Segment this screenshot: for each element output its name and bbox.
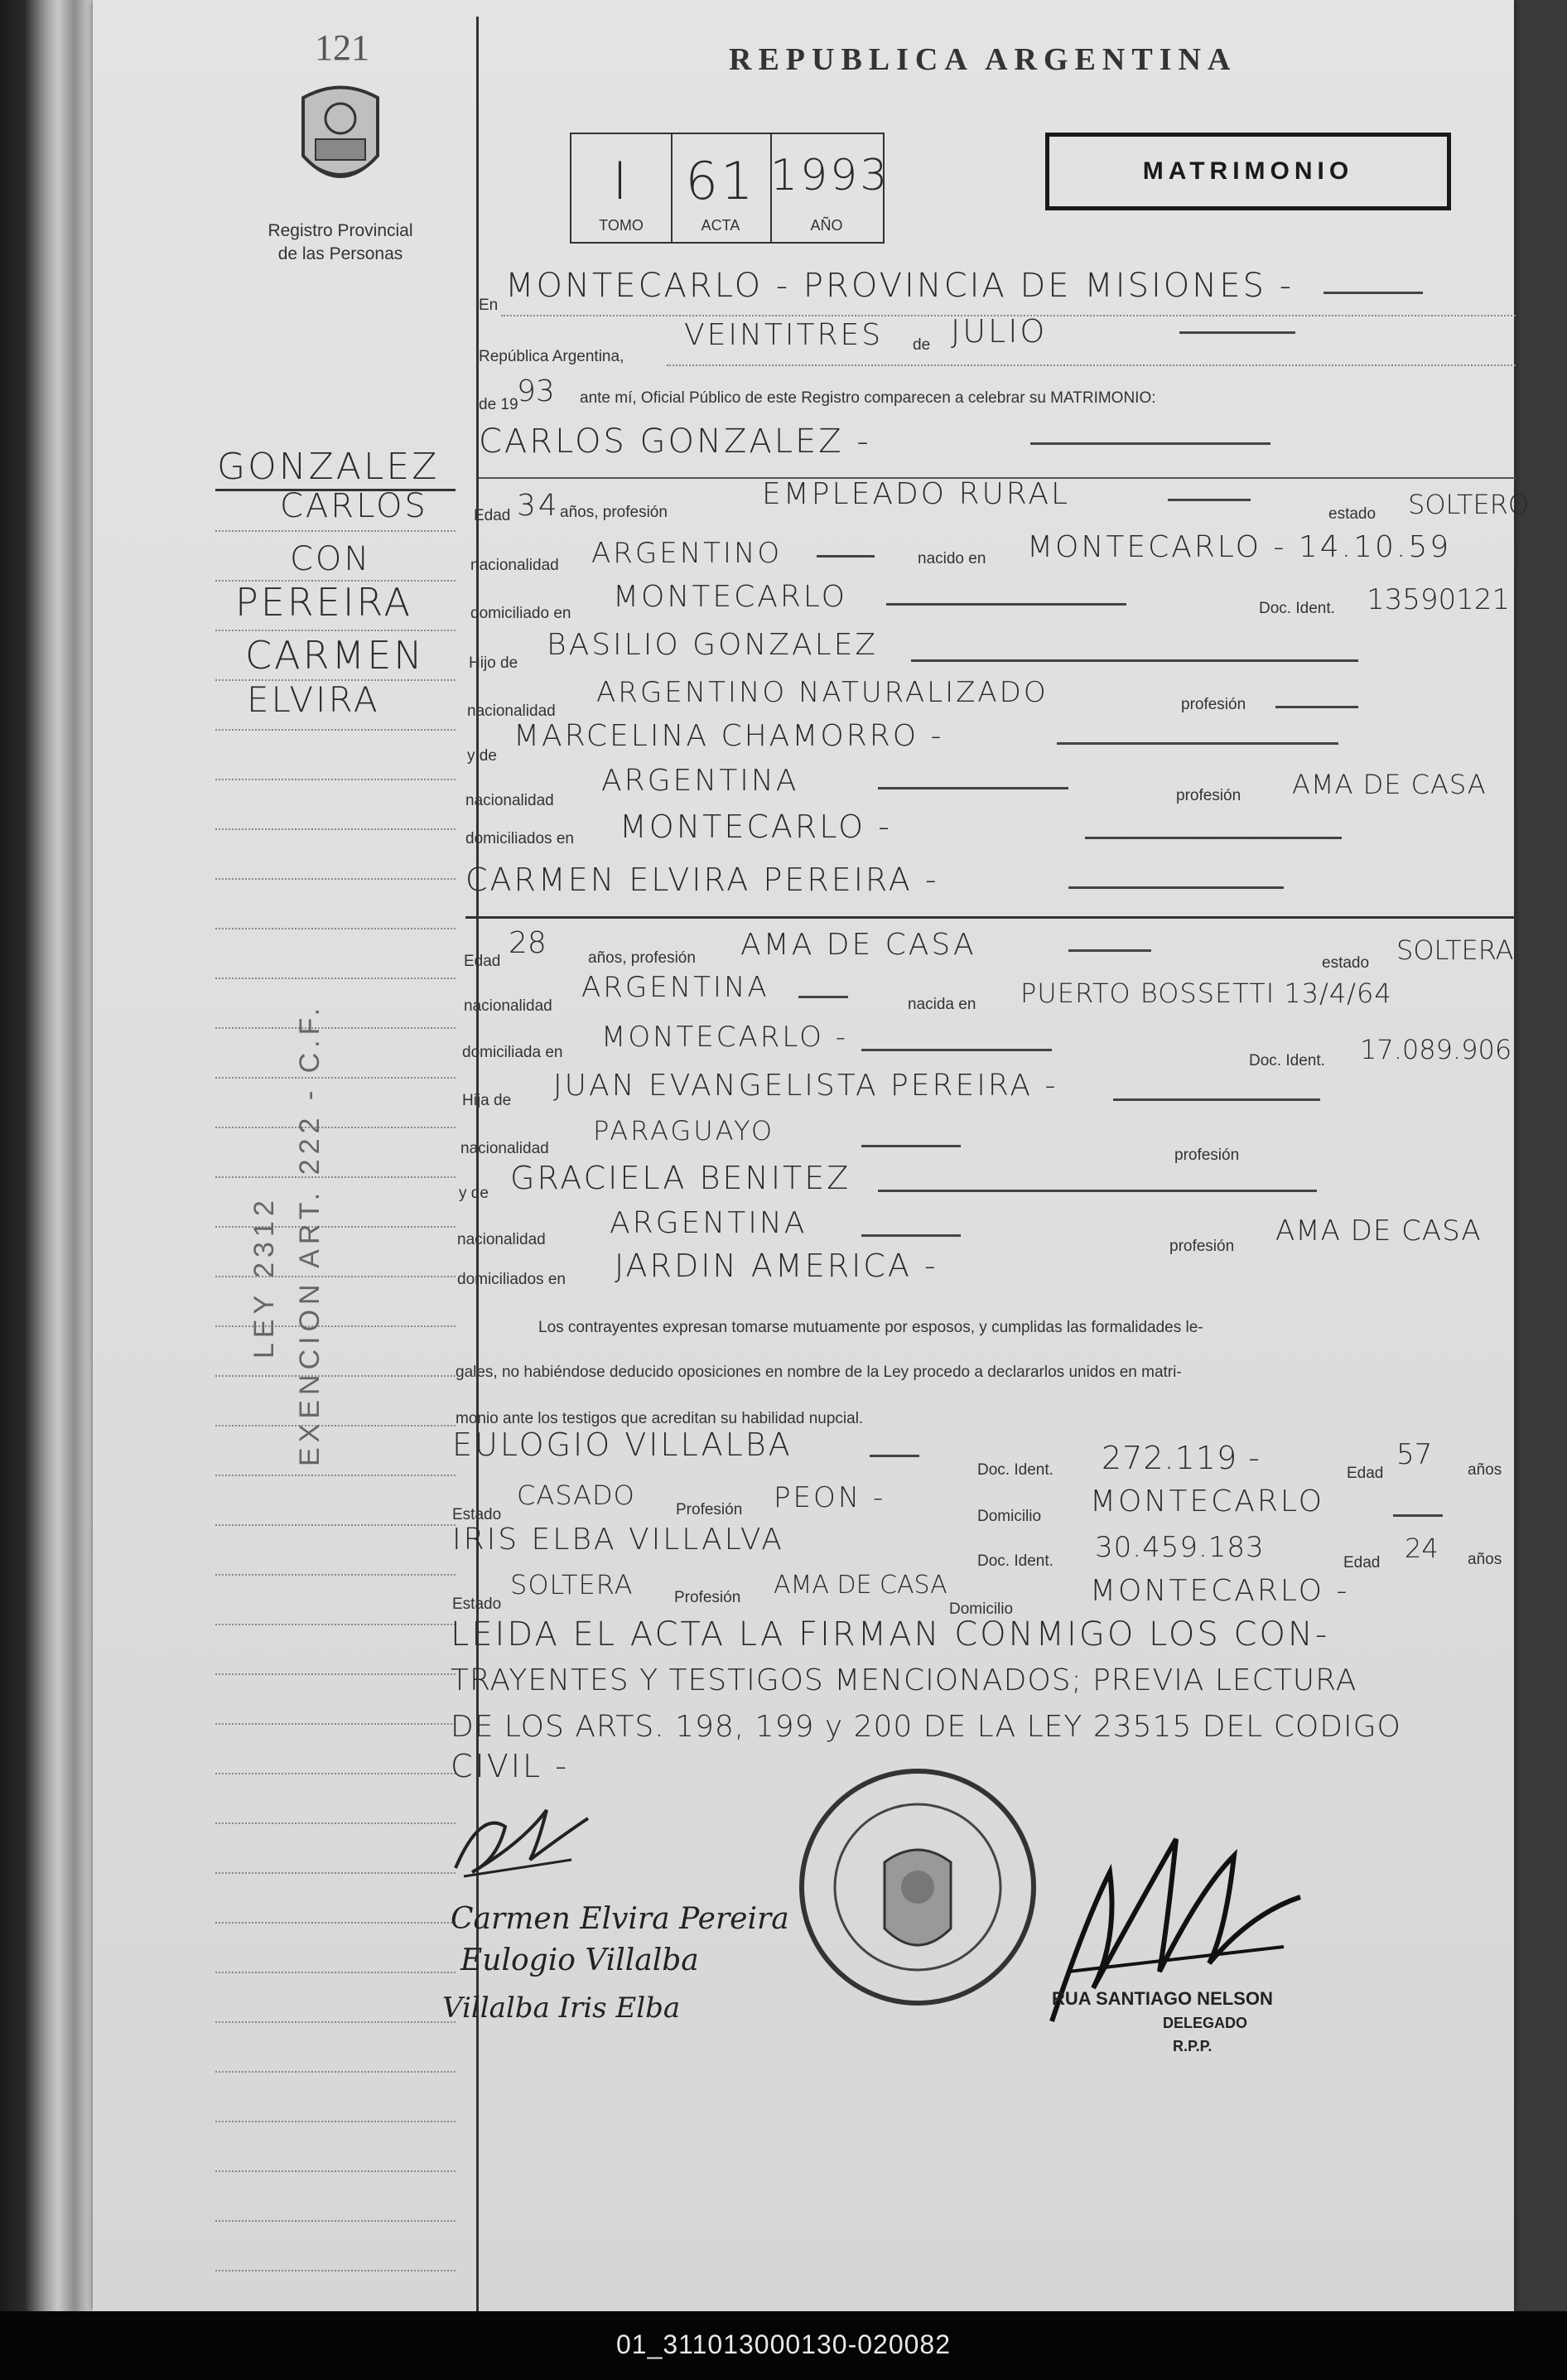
groom-name: CARLOS GONZALEZ - [479,422,871,461]
signature-scribble-icon [447,1793,596,1885]
margin-ruled-line [215,2121,456,2122]
bride-padre-nac: PARAGUAYO [593,1115,775,1147]
de-label: de [913,336,931,354]
groom-padre-nac-label: nacionalidad [467,702,556,720]
day-value: VEINTITRES [684,318,884,352]
witness-2-edad-label: Edad [1343,1554,1381,1571]
closing-line: DE LOS ARTS. 198, 199 y 200 DE LA LEY 23515 DEL CODIGO [451,1710,1401,1744]
groom-domicilio: MONTECARLO [613,580,847,614]
en-label: En [479,297,499,314]
bride-madre-nac-label: nacionalidad [457,1231,546,1248]
officer-title: DELEGADO [1163,2015,1248,2031]
margin-name-line: PEREIRA [235,580,412,625]
signature-witness-2: Villalba Iris Elba [442,1991,681,2025]
fill-line [861,1049,1052,1051]
bride-dom-label: domiciliada en [462,1044,563,1061]
republica-label: República Argentina, [479,348,624,365]
margin-ruled-line [215,1127,456,1128]
groom-nacido: MONTECARLO - 14.10.59 [1027,530,1452,564]
margin-name-line: CARMEN [245,633,425,678]
margin-ruled-line [215,1524,456,1526]
groom-padre-prof-label: profesión [1181,696,1246,713]
bride-madre-prof: AMA DE CASA [1275,1214,1482,1248]
margin-ruled-line [215,878,456,880]
fill-line [1068,949,1151,952]
margin-ruled-line [215,729,456,731]
bride-domicilio: MONTECARLO - [601,1021,848,1054]
declaration-line: gales, no habiéndose deducido oposiciones en nombre de la Ley procedo a declararlos unidos en matri- [456,1364,1182,1381]
bride-edad: 28 [509,926,547,960]
closing-line: CIVIL - [451,1748,569,1784]
fill-line [861,1234,961,1237]
margin-ruled-line [215,1673,456,1675]
page-number: 121 [315,27,369,68]
fill-line [911,659,1358,662]
groom-padres-dom: MONTECARLO - [620,809,892,845]
groom-padre-nac: ARGENTINO NATURALIZADO [596,676,1049,709]
groom-nacido-label: nacido en [918,550,986,567]
fill-line [1085,837,1342,839]
margin-ruled-line [215,1972,456,1973]
margin-ruled-line [215,1176,456,1178]
year-prefix: de 19 [479,396,518,413]
margin-name-line: GONZALEZ [217,446,440,488]
section-divider [465,916,1516,919]
law-text-exencion: EXENCION ART. 222 - C.F. [294,1002,325,1466]
groom-estado: SOLTERO [1408,489,1530,520]
witness-1-anos-label: años [1468,1461,1502,1479]
year-suffix: 93 [517,374,555,408]
margin-ruled-line [215,630,456,631]
margin-ruled-line [215,978,456,979]
fill-line [1068,886,1284,889]
fill-line [1057,742,1338,745]
witness-2-profesion: AMA DE CASA [774,1571,947,1600]
margin-ruled-line [215,1077,456,1079]
act-type-box: MATRIMONIO [1045,133,1451,210]
fill-line [878,787,1068,789]
witness-2-profesion-label: Profesión [674,1589,741,1606]
declaration-line: monio ante los testigos que acreditan su habilidad nupcial. [456,1410,864,1427]
signature-witness-1: Eulogio Villalba [460,1943,699,1977]
officer-name: RUA SANTIAGO NELSON [1052,1988,1273,2009]
groom-edad: 34 [517,489,560,523]
fill-line [886,603,1126,606]
groom-padre-label: Hijo de [469,654,518,672]
margin-ruled-line [215,1574,456,1576]
bride-estado: SOLTERA [1396,934,1514,966]
witness-1-estado-label: Estado [452,1506,502,1523]
margin-ruled-line [215,2170,456,2172]
groom-madre-prof: AMA DE CASA [1292,769,1487,800]
bride-madre-prof-label: profesión [1169,1238,1235,1255]
margin-ruled-line [215,1475,456,1476]
margin-name-line: CON [290,540,372,578]
bride-padre-nac-label: nacionalidad [460,1140,549,1157]
bride-edad-label: Edad [464,953,501,970]
bride-name: CARMEN ELVIRA PEREIRA - [465,862,939,898]
bride-padres-dom-label: domiciliados en [457,1271,566,1288]
witness-2-doc: 30.459.183 [1095,1531,1265,1564]
margin-ruled-line [215,580,456,582]
registry-name: Registro Provincial de las Personas [268,221,413,263]
fill-line [817,555,875,558]
fill-line [1275,706,1358,708]
fill-line [1113,1098,1320,1101]
witness-2-estado: SOLTERA [510,1569,634,1600]
witness-1-edad: 57 [1396,1438,1433,1471]
margin-ruled-line [215,1723,456,1725]
witness-1-edad-label: Edad [1347,1465,1384,1482]
fill-line [861,1145,961,1147]
witness-1-estado: CASADO [517,1480,635,1511]
margin-name-line: CARLOS [280,487,428,525]
fill-line [1030,442,1270,445]
margin-ruled-line [215,679,456,681]
book-page-edges [0,0,108,2380]
groom-profesion-label: años, profesión [560,504,668,521]
witness-1-doc-label: Doc. Ident. [977,1461,1054,1479]
bride-padre: JUAN EVANGELISTA PEREIRA - [553,1069,1058,1103]
country-heading: REPUBLICA ARGENTINA [729,42,1237,77]
margin-ruled-line [215,2270,456,2271]
groom-padres-dom-label: domiciliados en [465,830,574,847]
anio-cell: 1993 AÑO [770,151,890,234]
margin-name-line: ELVIRA [247,679,380,720]
witness-2-name: IRIS ELBA VILLALVA [452,1523,784,1557]
law-text-ley: LEY 2312 [248,1195,280,1359]
place-value: MONTECARLO - PROVINCIA DE MISIONES - [505,267,1295,305]
margin-ruled-line [215,2220,456,2222]
groom-madre: MARCELINA CHAMORRO - [513,719,944,753]
groom-madre-nac-label: nacionalidad [465,792,554,809]
groom-madre-nac: ARGENTINA [601,764,799,798]
witness-1-profesion: PEON - [774,1481,886,1514]
margin-ruled-line [215,828,456,830]
witness-1-doc: 272.119 - [1102,1440,1261,1476]
bride-madre-label: y de [459,1185,489,1202]
margin-ruled-line [215,1027,456,1029]
bride-nacido-label: nacida en [908,996,976,1013]
witness-1-domicilio: MONTECARLO [1090,1484,1324,1518]
registry-seal-icon [793,1763,1042,2011]
bride-doc: 17.089.906 [1360,1034,1512,1065]
witness-2-estado-label: Estado [452,1596,502,1613]
groom-profesion: EMPLEADO RURAL [762,477,1071,511]
margin-ruled-line [215,1922,456,1924]
bride-madre: GRACIELA BENITEZ [510,1160,851,1196]
witness-1-name: EULOGIO VILLALBA [452,1427,793,1463]
declaration-line: Los contrayentes expresan tomarse mutuamente por esposos, y cumplidas las formalidades le- [538,1319,1203,1336]
ruled-line [667,364,1516,366]
bride-padres-dom: JARDIN AMERICA - [615,1248,938,1284]
acta-cell: 61 ACTA [671,134,772,242]
groom-doc: 13590121 [1367,583,1511,616]
margin-ruled-line [215,2071,456,2073]
bride-profesion: AMA DE CASA [740,928,976,962]
bride-nacido: PUERTO BOSSETTI 13/4/64 [1020,978,1392,1009]
province-seal-icon [295,81,386,197]
witness-1-profesion-label: Profesión [676,1501,743,1518]
fill-line [1393,1514,1443,1517]
bride-padre-label: Hija de [462,1092,512,1109]
fill-line [1324,292,1423,294]
officer-office: R.P.P. [1173,2038,1213,2054]
bride-profesion-label: años, profesión [588,949,696,967]
margin-ruled-line [215,2021,456,2023]
bride-estado-label: estado [1322,954,1370,972]
groom-doc-label: Doc. Ident. [1259,600,1335,617]
fill-line [870,1455,919,1457]
groom-edad-label: Edad [474,507,511,524]
witness-2-doc-label: Doc. Ident. [977,1552,1054,1570]
margin-ruled-line [215,1872,456,1874]
bride-madre-nac: ARGENTINA [610,1206,808,1240]
fill-line [798,996,848,998]
groom-nac-label: nacionalidad [470,557,559,574]
closing-line: LEIDA EL ACTA LA FIRMAN CONMIGO LOS CON- [451,1615,1330,1653]
bride-nac-label: nacionalidad [464,997,552,1015]
groom-madre-label: y de [467,747,497,765]
file-id: 01_311013000130-020082 [615,2329,951,2359]
act-number-box [570,133,890,244]
signature-bride: Carmen Elvira Pereira [451,1902,789,1936]
margin-ruled-line [215,1375,456,1377]
fill-line [1179,331,1295,334]
statement-text: ante mí, Oficial Público de este Registro comparecen a celebrar su MATRIMONIO: [580,389,1156,407]
margin-column [108,0,472,2311]
witness-2-domicilio: MONTECARLO - [1090,1574,1350,1608]
margin-ruled-line [215,1425,456,1427]
margin-ruled-line [215,928,456,929]
margin-ruled-line [215,1624,456,1625]
tomo-cell: I TOMO [571,134,673,242]
witness-1-dom-label: Domicilio [977,1508,1042,1525]
witness-2-anos-label: años [1468,1551,1502,1568]
witness-2-edad: 24 [1405,1533,1439,1564]
fill-line [1168,499,1251,501]
witness-2-dom-label: Domicilio [949,1600,1014,1618]
bride-padre-prof-label: profesión [1174,1147,1240,1164]
margin-ruled-line [215,1822,456,1824]
margin-ruled-line [215,779,456,780]
groom-nacionalidad: ARGENTINO [591,537,783,570]
groom-estado-label: estado [1328,505,1377,523]
closing-line: TRAYENTES Y TESTIGOS MENCIONADOS; PREVIA LECTURA [451,1663,1357,1697]
groom-dom-label: domiciliado en [470,605,571,622]
fill-line [878,1190,1317,1192]
margin-ruled-line [215,1773,456,1774]
margin-ruled-line [215,530,456,532]
bride-doc-label: Doc. Ident. [1249,1052,1325,1069]
groom-madre-prof-label: profesión [1176,787,1242,804]
month-value: JULIO [951,313,1048,350]
groom-padre: BASILIO GONZALEZ [547,628,879,662]
bride-nacionalidad: ARGENTINA [581,971,769,1004]
